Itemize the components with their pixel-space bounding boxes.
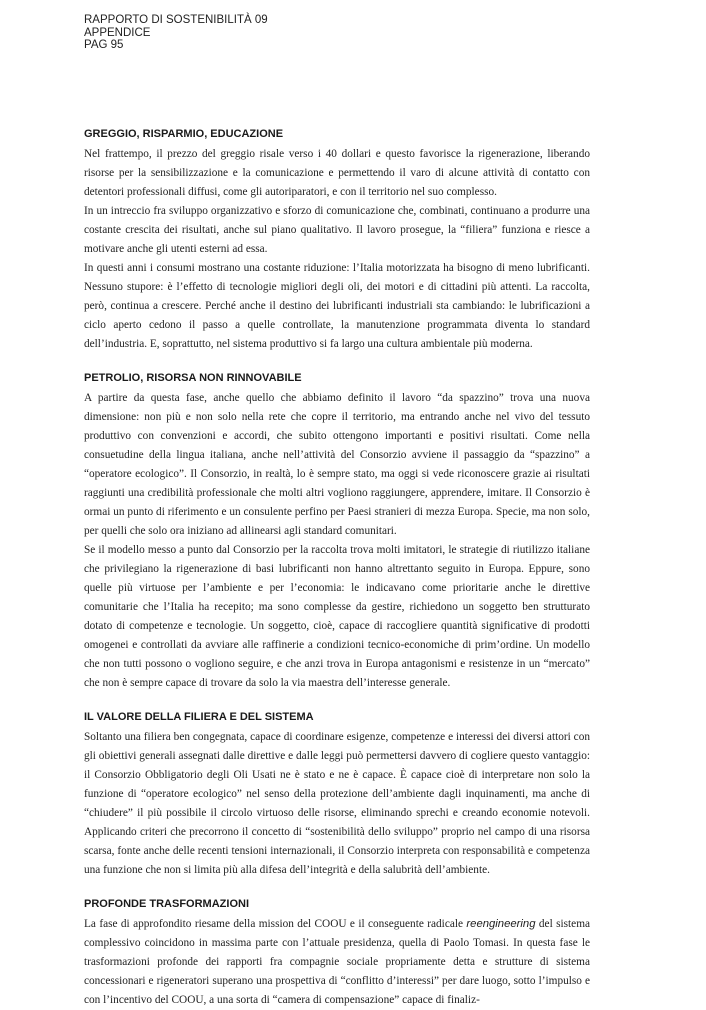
section-label: APPENDICE	[84, 26, 151, 39]
paragraph: Se il modello messo a punto dal Consorzio per la raccolta trova molti imitatori, le strategie di riutilizzo italiane che privilegiano la rigenerazione di basi lubrificanti non hanno altrettanto seguito in Europa. Eppure, sono quelle più virtuose per l’ambiente e per l’economia: le indicavano come prioritarie anche le direttive comunitarie che l’Italia ha recepito; ma sono complesse da gestire, richiedono un soggetto ben strutturato dotato di competenze e tecnologie. Un soggetto, cioè, capace di raccogliere quantità significative di prodotti omogenei e controllati da avviare alle raffinerie a condizioni tecnico-economiche di prim’ordine. Un modello che non tutti possono o vogliono seguire, e che anzi trova in Europa antagonismi e resistenze in un “mercato” che non è sempre capace di trovare da solo la via maestra dell’interesse generale.	[84, 544, 590, 689]
paragraph: A partire da questa fase, anche quello che abbiamo definito il lavoro “da spazzino” trova una nuova dimensione: non più e non solo nella rete che copre il territorio, ma entrando anche nel vivo del tessuto produttivo con convenzioni e accordi, che subito ottengono importanti e positivi risultati. Come nella consuetudine della lingua italiana, anche nell’attività del Consorzio avviene il passaggio da “spazzino” a “operatore ecologico”. Il Consorzio, in realtà, lo è sempre stato, ma oggi si vede riconoscere grazie ai risultati raggiunti una credibilità professionale che molti altri vogliono raggiungere, apprendere, imitare. Il Consorzio è ormai un punto di riferimento e un consulente perfino per Paesi stranieri di mezza Europa. Specie, ma non solo, per quelli che solo ora iniziano ad allinearsi agli standard comunitari.	[84, 392, 590, 537]
section-heading: GREGGIO, RISPARMIO, EDUCAZIONE	[84, 128, 284, 140]
section-greggio	[84, 127, 590, 354]
body-text	[84, 127, 590, 1010]
section-heading: IL VALORE DELLA FILIERA E DEL SISTEMA	[84, 711, 314, 723]
report-title: RAPPORTO DI SOSTENIBILITÀ 09	[84, 14, 268, 26]
section-filiera	[84, 710, 590, 880]
paragraph: Nel frattempo, il prezzo del greggio risale verso i 40 dollari e questo favorisce la rigenerazione, liberando risorse per la sensibilizzazione e la comunicazione e permettendo il varo di alcune attività di contatto con detentori professionali diffusi, come gli autoriparatori, e con il territorio nel suo complesso.	[84, 148, 590, 198]
section-heading: PROFONDE TRASFORMAZIONI	[84, 898, 249, 910]
section-petrolio	[84, 371, 590, 693]
paragraph: In un intreccio fra sviluppo organizzativo e sforzo di comunicazione che, combinati, continuano a produrre una costante crescita dei risultati, anche sul piano qualitativo. Il lavoro prosegue, la “filiera” funziona e riesce a motivare anche gli utenti esterni ad essa.	[84, 205, 590, 255]
paragraph	[84, 915, 590, 1010]
paragraph-text-before: La fase di approfondito riesame della mission del COOU e il conseguente radicale	[84, 918, 467, 930]
section-trasformazioni	[84, 897, 590, 1010]
page-number: PAG 95	[84, 39, 124, 51]
section-heading: PETROLIO, RISORSA NON RINNOVABILE	[84, 372, 302, 384]
paragraph-text-after: del sistema complessivo coincidono in massima parte con l’attuale presidenza, quella di Paolo Tomasi. In questa fase le trasformazioni profonde dei rapporti fra compagnie sociale propriamente detta e strutture di sistema concessionari e rigeneratori superano una prospettiva di “conflitto d’interessi” per dare luogo, sotto l’impulso e con l’incentivo del COOU, a una sorta di “camera di compensazione” capace di finaliz-	[84, 918, 590, 1006]
paragraph: Soltanto una filiera ben congegnata, capace di coordinare esigenze, competenze e interessi dei diversi attori con gli obiettivi generali assegnati dalle direttive e dalle leggi può permettersi davvero di cogliere questo vantaggio: il Consorzio Obbligatorio degli Oli Usati ne è stato e ne è capace. È capace cioè di interpretare non solo la funzione di “operatore ecologico” nel senso della protezione dell’ambiente dagli inquinamenti, ma anche di “chiudere” il più possibile il circolo virtuoso delle risorse, eliminando sprechi e creando economie notevoli. Applicando criteri che precorrono il concetto di “sostenibilità dello sviluppo” proprio nel campo di una risorsa scarsa, fonte anche delle recenti tensioni internazionali, il Consorzio interpreta con responsabilità e competenza una funzione che non si limita più alla difesa dell’integrità e della salubrità dell’ambiente.	[84, 731, 590, 876]
running-header	[84, 14, 268, 52]
emphasized-term: reengineering	[466, 918, 536, 930]
paragraph: In questi anni i consumi mostrano una costante riduzione: l’Italia motorizzata ha bisogno di meno lubrificanti. Nessuno stupore: è l’effetto di tecnologie migliori degli oli, dei motori e di cittadini più attenti. La raccolta, però, continua a crescere. Perché anche il destino dei lubrificanti industriali sta cambiando: le lubrificazioni a ciclo aperto cedono il passo a quelle controllate, la manutenzione programmata diventa lo standard dell’industria. E, soprattutto, nel sistema produttivo si fa largo una cultura ambientale più moderna.	[84, 262, 590, 350]
